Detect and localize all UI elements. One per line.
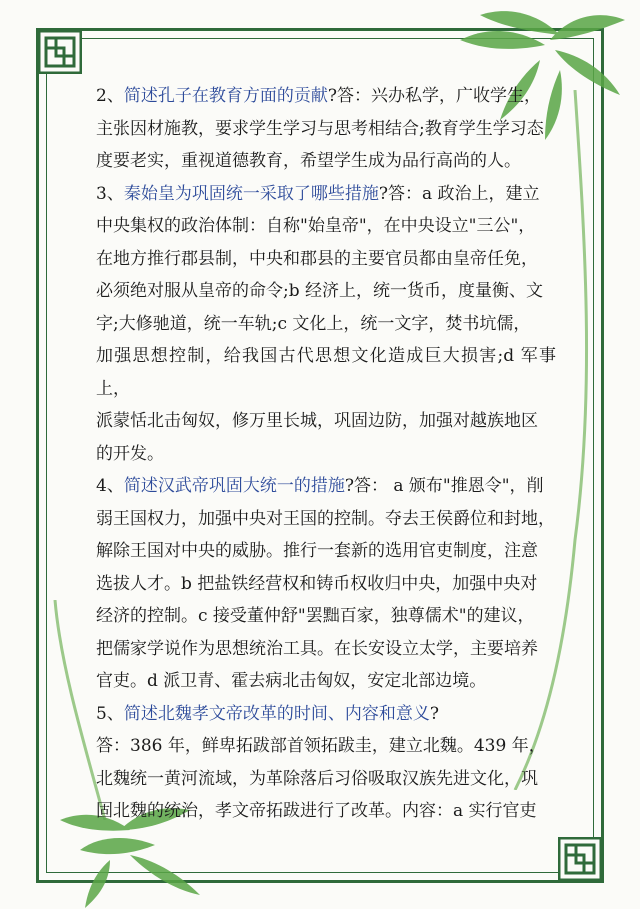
section-question: 简述汉武帝巩固大统一的措施 [123, 476, 345, 496]
answer-line: 经济的控制。c 接受董仲舒"罢黜百家，独尊儒术"的建议， [96, 606, 535, 626]
document-body [96, 80, 556, 828]
corner-lattice-bottom-right [558, 837, 602, 881]
corner-lattice-top-left [38, 30, 82, 74]
answer-text: ?答：a 政治上，建立 [378, 183, 540, 204]
section-number: 5、 [96, 703, 124, 724]
section-2 [96, 80, 556, 178]
answer-line: 加强思想控制，给我国古代思想文化造成巨大损害;d 军事上， [96, 346, 556, 399]
section-question: 简述孔子在教育方面的贡献 [123, 86, 328, 106]
answer-line: 派蒙恬北击匈奴，修万里长城，巩固边防，加强对越族地区 [96, 411, 538, 431]
answer-text: ? [429, 703, 439, 724]
answer-line: 中央集权的政治体制：自称"始皇帝"，在中央设立"三公"， [96, 216, 536, 236]
section-line [96, 698, 556, 731]
answer-line: 必须绝对服从皇帝的命令;b 经济上，统一货币，度量衡、文 [96, 281, 544, 301]
answer-line: 主张因材施教，要求学生学习与思考相结合;教育学生学习态 [96, 118, 544, 139]
answer-line: 选拔人才。b 把盐铁经营权和铸币权收归中央，加强中央对 [96, 573, 538, 594]
answer-line: 北魏统一黄河流域，为革除落后习俗吸取汉族先进文化，巩 [96, 768, 538, 789]
section-4 [96, 470, 556, 698]
answer-line: 字;大修驰道，统一车轨;c 文化上，统一文字，焚书坑儒， [96, 313, 531, 334]
answer-line: 固北魏的统治，孝文帝拓跋进行了改革。内容：a 实行官吏 [96, 801, 537, 821]
answer-line: 解除王国对中央的威胁。推行一套新的选用官吏制度，注意 [96, 541, 538, 561]
answer-line: 度要老实，重视道德教育，希望学生成为品行高尚的人。 [96, 151, 521, 171]
answer-line: 把儒家学说作为思想统治工具。在长安设立太学，主要培养 [96, 638, 538, 659]
answer-line: 在地方推行郡县制，中央和郡县的主要官员都由皇帝任免， [96, 248, 538, 269]
section-line [96, 80, 556, 113]
answer-line: 官吏。d 派卫青、霍去病北击匈奴，安定北部边境。 [96, 671, 487, 691]
section-5 [96, 698, 556, 828]
section-3 [96, 178, 556, 471]
section-line [96, 178, 556, 211]
answer-line: 弱王国权力，加强中央对王国的控制。夺去王侯爵位和封地， [96, 508, 555, 529]
section-question: 简述北魏孝文帝改革的时间、内容和意义 [123, 703, 430, 724]
answer-text: ?答： a 颁布"推恩令"，削 [344, 476, 544, 496]
section-number: 2、 [96, 86, 124, 106]
section-number: 3、 [96, 183, 124, 204]
section-line [96, 470, 556, 503]
answer-line: 答：386 年，鲜卑拓跋部首领拓跋圭，建立北魏。439 年， [96, 736, 546, 756]
section-number: 4、 [96, 476, 124, 496]
section-question: 秦始皇为巩固统一采取了哪些措施 [123, 183, 379, 204]
answer-text: ?答：兴办私学，广收学生， [327, 86, 541, 106]
answer-line: 的开发。 [96, 443, 164, 464]
